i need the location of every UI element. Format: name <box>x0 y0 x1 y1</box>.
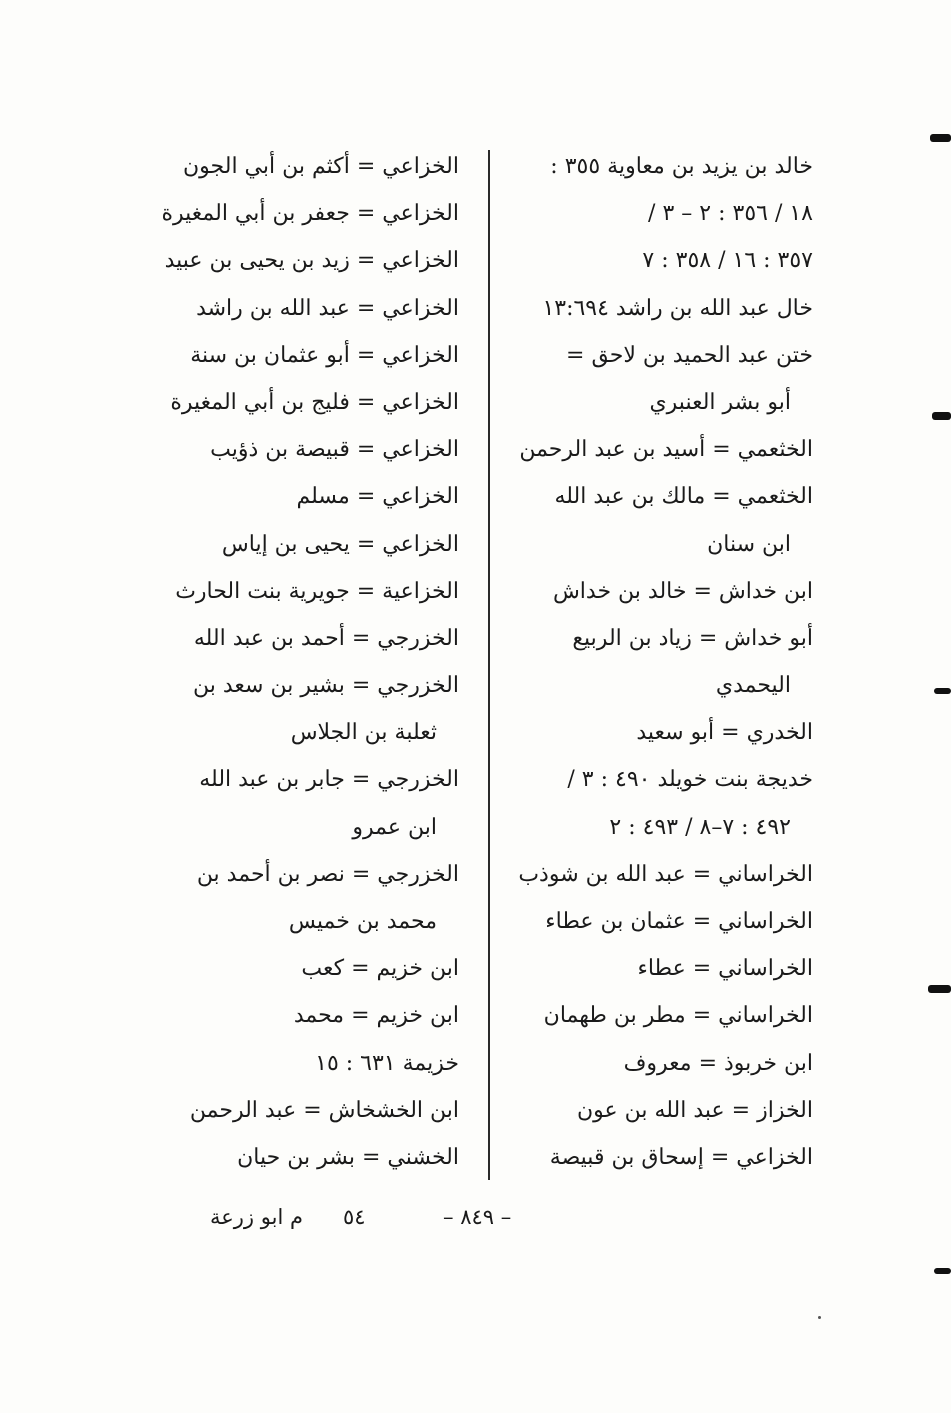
entry-line: ختن عبد الحميد بن لاحق = <box>566 342 813 368</box>
edge-mark <box>930 134 951 142</box>
entry-line: الخزاعي = فليج بن أبي المغيرة <box>170 389 459 415</box>
entry-line: ثعلبة بن الجلاس <box>290 720 437 746</box>
left-column <box>159 143 459 1181</box>
page-footer <box>0 1205 951 1239</box>
speck <box>818 1316 821 1319</box>
signature-number: ٥٤ <box>342 1205 366 1229</box>
entry-line: اليحمدي <box>715 673 791 699</box>
signature-label: م ابو زرعة <box>210 1205 303 1229</box>
page-number: – ٨٤٩ – <box>443 1205 512 1229</box>
entry-line: ابن الخشخاش = عبد الرحمن <box>189 1097 459 1123</box>
entry-line: الخثعمي = أسيد بن عبد الرحمن <box>519 437 813 463</box>
entry-line: الخثعمي = مالك بن عبد الله <box>554 484 813 510</box>
edge-mark <box>932 412 951 420</box>
entry-line: ٤٩٢ : ٧–٨ / ٤٩٣ : ٢ <box>609 814 791 840</box>
entry-line: خديجة بنت خويلد ٤٩٠ : ٣ / <box>567 767 813 793</box>
entry-line: الخزرجي = نصر بن أحمد بن <box>196 861 459 887</box>
entry-line: الخزاعي = إسحاق بن قبيصة <box>549 1144 813 1170</box>
entry-line: الخزاعي = أبو عثمان بن سنة <box>190 342 459 368</box>
edge-mark <box>928 985 951 993</box>
entry-line: الخزاعي = قبيصة بن ذؤيب <box>210 437 459 463</box>
entry-line: الخراساني = عطاء <box>637 956 813 982</box>
entry-line: محمد بن خميس <box>288 909 437 934</box>
column-divider <box>488 150 490 1180</box>
entry-line: ٣٥٧ : ١٦ / ٣٥٨ : ٧ <box>642 248 813 274</box>
entry-line: أبو خداش = زياد بن الربيع <box>572 625 813 651</box>
right-column <box>513 143 813 1181</box>
entry-line: ١٨ / ٣٥٦ : ٢ – ٣ / <box>648 201 813 227</box>
entry-line: الخزرجي = بشير بن سعد بن <box>193 673 459 699</box>
entry-line: ابن سنان <box>707 531 791 557</box>
entry-line: ابن خداش = خالد بن خداش <box>552 578 813 604</box>
entry-line: الخزاعي = مسلم <box>296 484 459 510</box>
entry-line: خال عبد الله بن راشد ١٣:٦٩٤ <box>542 295 813 321</box>
entry-line: ابن خزيم = كعب <box>301 956 459 982</box>
entry-line: الخزاز = عبد الله بن عون <box>576 1097 813 1123</box>
entry-line: الخزاعي = أكثم بن أبي الجون <box>183 154 459 179</box>
edge-mark <box>934 688 951 694</box>
edge-mark <box>934 1268 951 1274</box>
entry-line: الخزاعي = يحيى بن إياس <box>221 531 459 557</box>
entry-line: الخزاعي = جعفر بن أبي المغيرة <box>161 201 459 227</box>
entry-line: أبو بشر العنبري <box>649 389 791 415</box>
entry-line: الخراساني = عثمان بن عطاء <box>545 909 813 934</box>
entry-line: خالد بن يزيد بن معاوية ٣٥٥ : <box>550 154 813 179</box>
entry-line: الخزاعي = زيد بن يحيى بن عبيد <box>164 248 459 274</box>
entry-line: ابن خربوذ = معروف <box>623 1050 813 1076</box>
entry-line: ابن خزيم = محمد <box>293 1003 459 1029</box>
entry-line: الخشني = بشر بن حيان <box>237 1144 459 1170</box>
entry-line: الخزرجي = أحمد بن عبد الله <box>193 625 459 651</box>
entry-line: الخدري = أبو سعيد <box>636 720 813 746</box>
entry-line: الخزاعي = عبد الله بن راشد <box>196 295 459 321</box>
entry-line: الخراساني = عبد الله بن شوذب <box>518 861 813 887</box>
entry-line: الخزاعية = جويرية بنت الحارث <box>175 578 459 604</box>
entry-line: الخراساني = مطر بن طهمان <box>543 1003 813 1029</box>
entry-line: الخزرجي = جابر بن عبد الله <box>199 767 459 793</box>
entry-line: ابن عمرو <box>352 814 437 840</box>
printer-signature <box>170 1205 366 1229</box>
entry-line: خزيمة ٦٣١ : ١٥ <box>315 1050 459 1076</box>
